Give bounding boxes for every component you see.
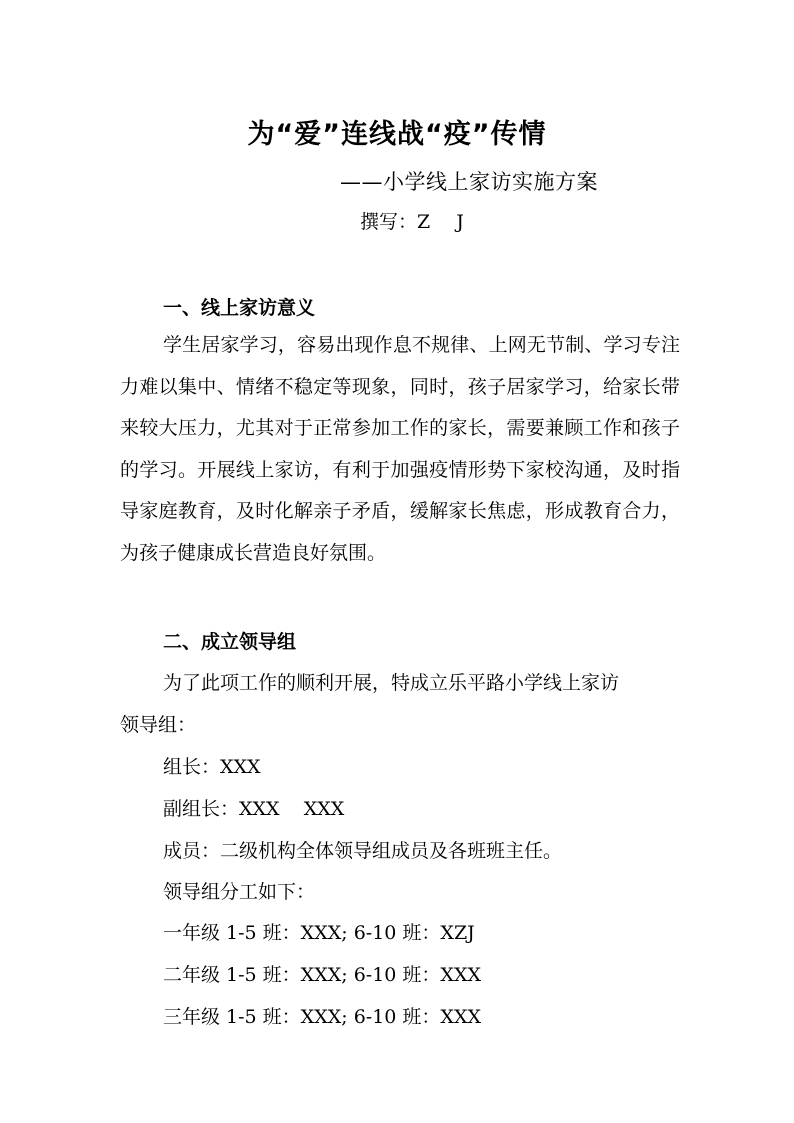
members-line: 成员：二级机构全体领导组成员及各班班主任。 bbox=[163, 840, 563, 862]
section-heading-significance: 一、线上家访意义 bbox=[163, 297, 316, 319]
grade-assignment-1: 一年级 1-5 班：XXX; 6-10 班：XZJ bbox=[163, 922, 475, 944]
document-title: 为“爱”连线战“疫”传情 bbox=[247, 119, 547, 150]
grade-assignment-2: 二年级 1-5 班：XXX; 6-10 班：XXX bbox=[163, 964, 481, 986]
section-heading-leadership: 二、成立领导组 bbox=[163, 631, 297, 653]
author-initial-first: Z bbox=[417, 211, 431, 233]
document-subtitle: ——小学线上家访实施方案 bbox=[340, 170, 598, 194]
deputy-leader-line: 副组长：XXX XXX bbox=[163, 798, 345, 820]
leadership-intro-line: 为了此项工作的顺利开展，特成立乐平路小学线上家访 bbox=[163, 672, 620, 694]
author-label: 撰写： bbox=[360, 211, 418, 233]
leadership-intro-continuation: 领导组： bbox=[120, 714, 197, 736]
author-initial-second: J bbox=[456, 211, 464, 233]
division-label: 领导组分工如下： bbox=[163, 881, 316, 903]
leader-line: 组长：XXX bbox=[163, 756, 261, 778]
section-paragraph-significance: 学生居家学习，容易出现作息不规律、上网无节制、学习专注力难以集中、情绪不稳定等现象，同时，孩子居家学习，给家长带来较大压力，尤其对于正常参加工作的家长，需要兼顾工作和孩子的学习。开展线上家访，有利于加强疫情形势下家校沟通，及时指导家庭教育，及时化解亲子矛盾，缓解家长焦虑，形成教育合力，为孩子健康成长营造良好氛围。 bbox=[120, 334, 680, 564]
author-line bbox=[360, 207, 464, 234]
grade-assignment-3: 三年级 1-5 班：XXX; 6-10 班：XXX bbox=[163, 1006, 481, 1028]
